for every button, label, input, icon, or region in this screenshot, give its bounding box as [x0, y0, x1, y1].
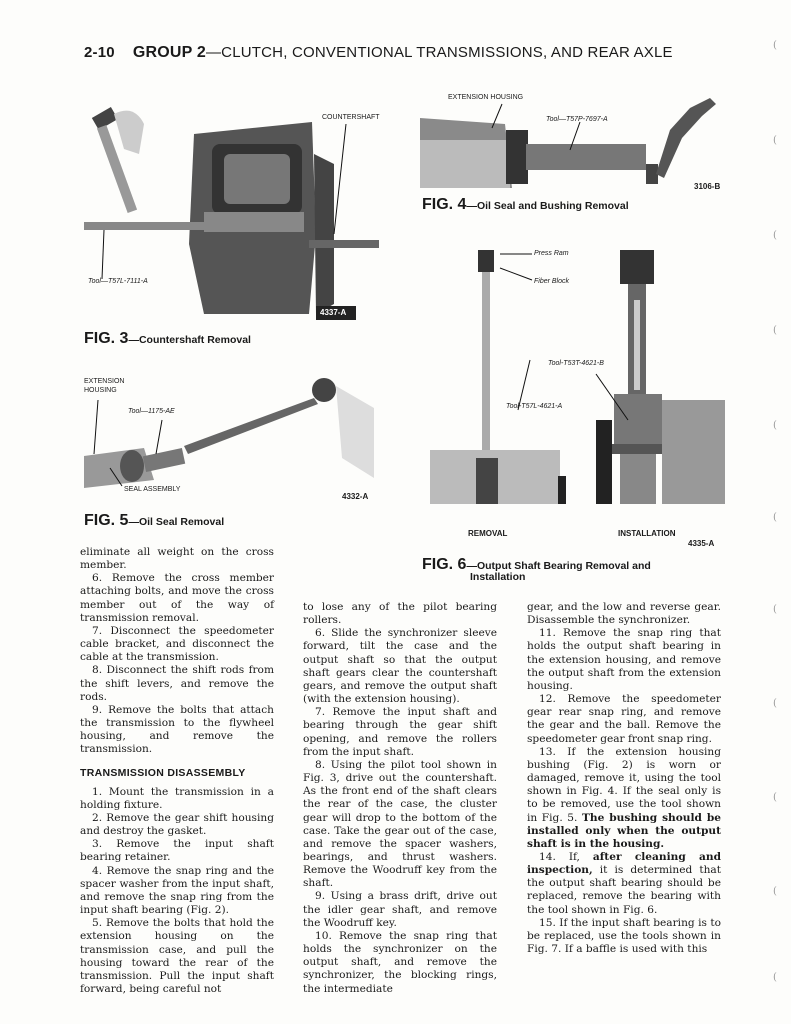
- paragraph: to lose any of the pilot bearing rollers.: [303, 601, 497, 627]
- binding-mark: (: [773, 40, 777, 51]
- countershaft-removal-photo: [84, 94, 388, 326]
- fig3-caption-text: —Countershaft Removal: [128, 334, 251, 346]
- fig6-caption-text-1: —Output Shaft Bearing Removal and: [466, 560, 651, 572]
- fig4-label: FIG. 4: [422, 196, 467, 213]
- emphasis-text: after cleaning and inspection,: [527, 850, 721, 877]
- fig3-code: 4337-A: [320, 308, 347, 317]
- fig6-press-ram-callout: Press Ram: [534, 250, 569, 257]
- paragraph: 4. Remove the snap ring and the spacer washer from the input shaft, and remove the snap ring from the input shaft bearing (Fig. 2).: [80, 864, 274, 917]
- text-column-1: [80, 546, 274, 996]
- paragraph: 2. Remove the gear shift housing and destroy the gasket.: [80, 811, 274, 838]
- countershaft-callout: COUNTERSHAFT: [322, 114, 380, 121]
- paragraph: 9. Using a brass drift, drive out the idler gear shaft, and remove the Woodruff key.: [303, 890, 497, 929]
- fig6-label: FIG. 6: [422, 556, 467, 573]
- fig5-caption-text: —Oil Seal Removal: [128, 516, 225, 528]
- text-column-2: [303, 601, 497, 996]
- fig4-tool-callout: Tool—T57P-7697-A: [546, 116, 608, 123]
- paragraph: 6. Slide the synchronizer sleeve forward, tilt the case and the output shaft so that the output shaft gears clear the countershaft gears, and remove the output shaft (with the extension housing).: [303, 627, 497, 706]
- paragraph: [527, 746, 721, 851]
- header-group: GROUP 2: [132, 44, 206, 61]
- fig6-removal-label: REMOVAL: [468, 529, 508, 538]
- paragraph: 7. Disconnect the speedometer cable bracket, and disconnect the cable at the transmission.: [80, 624, 274, 664]
- fig5-housing-callout-1: EXTENSION: [84, 378, 125, 385]
- fig3-label: FIG. 3: [84, 330, 129, 347]
- binding-mark: (: [773, 420, 777, 431]
- fig3-tool-callout: Tool—T57L-7111-A: [88, 278, 148, 285]
- oil-seal-bushing-removal-photo: [420, 90, 725, 194]
- paragraph: [527, 851, 721, 917]
- fig6-installation-label: INSTALLATION: [618, 529, 676, 538]
- paragraph-text: 14. If,: [539, 850, 593, 863]
- fig6-caption: [422, 556, 651, 574]
- binding-mark: (: [773, 698, 777, 709]
- binding-mark: (: [773, 325, 777, 336]
- output-shaft-bearing-photo: [420, 240, 725, 510]
- figure-3: [84, 94, 388, 326]
- paragraph-text: it is determined that the output shaft bearing should be replaced, remove the bearing with the tool shown in Fig. 6.: [527, 864, 721, 916]
- header-title: —CLUTCH, CONVENTIONAL TRANSMISSIONS, AND REAR AXLE: [205, 44, 673, 61]
- paragraph: 11. Remove the snap ring that holds the output shaft bearing in the extension housing, and remove the output shaft from the extension housing.: [527, 627, 721, 692]
- fig5-caption: [84, 512, 224, 530]
- binding-mark: (: [773, 604, 777, 615]
- binding-mark: (: [773, 135, 777, 146]
- binding-mark: (: [773, 972, 777, 983]
- paragraph: gear, and the low and reverse gear. Disassemble the synchronizer.: [527, 601, 721, 627]
- fig5-housing-callout-2: HOUSING: [84, 387, 117, 394]
- figure-6: [420, 240, 725, 550]
- binding-mark: (: [773, 230, 777, 241]
- fig4-caption: [422, 196, 629, 214]
- paragraph: 8. Using the pilot tool shown in Fig. 3, drive out the countershaft. As the front end of the shaft clears the rear of the case, the cluster gear will drop to the bottom of the case. Take the gear out of the case, and remove the spacer washers, bearings, and thrust washers. Remove the Woodruff key from the shaft.: [303, 758, 497, 890]
- paragraph-text: 13. If the extension housing bushing (Fig. 2) is worn or damaged, remove it, using the tool shown in Fig. 4. If the seal only is to be removed, use the tool shown in Fig. 5.: [527, 745, 721, 824]
- paragraph: 1. Mount the transmission in a holding fixture.: [80, 785, 274, 811]
- fig6-fiber-block-callout: Fiber Block: [534, 278, 570, 285]
- binding-mark: (: [773, 512, 777, 523]
- figure-5: [84, 368, 388, 508]
- paragraph: 12. Remove the speedometer gear rear snap ring, and remove the gear and the ball. Remove the speedometer gear front snap ring.: [527, 693, 721, 745]
- fig3-caption: [84, 330, 251, 348]
- paragraph: 8. Disconnect the shift rods from the shift levers, and remove the rods.: [80, 664, 274, 703]
- binding-mark: (: [773, 886, 777, 897]
- fig6-caption-line-2: Installation: [470, 571, 526, 583]
- figure-4: [420, 90, 725, 194]
- section-heading: TRANSMISSION DISASSEMBLY: [80, 766, 246, 779]
- fig4-code: 3106-B: [694, 182, 721, 191]
- text-column-3: [527, 601, 721, 956]
- fig4-housing-callout: EXTENSION HOUSING: [448, 94, 524, 101]
- fig5-tool-callout: Tool—1175-AE: [128, 408, 175, 415]
- fig6-tool2-callout: Tool-T57L-4621-A: [506, 403, 563, 410]
- paragraph: 7. Remove the input shaft and bearing through the gear shift opening, and remove the rollers from the input shaft.: [303, 706, 497, 758]
- fig4-caption-text: —Oil Seal and Bushing Removal: [466, 200, 629, 212]
- paragraph: 9. Remove the bolts that attach the transmission to the flywheel housing, and remove the transmission.: [80, 703, 274, 756]
- page-number: 2-10: [84, 44, 115, 61]
- paragraph: 15. If the input shaft bearing is to be replaced, use the tools shown in Fig. 7. If a baffle is used with this: [527, 916, 721, 956]
- paragraph: 6. Remove the cross member attaching bolts, and move the cross member out of the way of transmission removal.: [80, 572, 274, 624]
- paragraph: 5. Remove the bolts that hold the extension housing on the transmission case, and pull the housing toward the rear of the transmission. Pull the input shaft forward, being careful not: [80, 917, 274, 995]
- paragraph: eliminate all weight on the cross member.: [80, 546, 274, 572]
- page-header: [84, 44, 673, 62]
- paragraph: 3. Remove the input shaft bearing retainer.: [80, 838, 274, 864]
- fig6-code: 4335-A: [688, 539, 715, 548]
- fig5-label: FIG. 5: [84, 512, 129, 529]
- fig5-code: 4332-A: [342, 492, 369, 501]
- fig6-tool1-callout: Tool-T53T-4621-B: [548, 360, 604, 367]
- binding-mark: (: [773, 792, 777, 803]
- emphasis-text: The bushing should be installed only when the output shaft is in the housing.: [527, 811, 721, 850]
- paragraph: 10. Remove the snap ring that holds the synchronizer on the output shaft, and remove the synchronizer, the blocking rings, the intermediate: [303, 929, 497, 995]
- fig5-seal-callout: SEAL ASSEMBLY: [124, 486, 181, 493]
